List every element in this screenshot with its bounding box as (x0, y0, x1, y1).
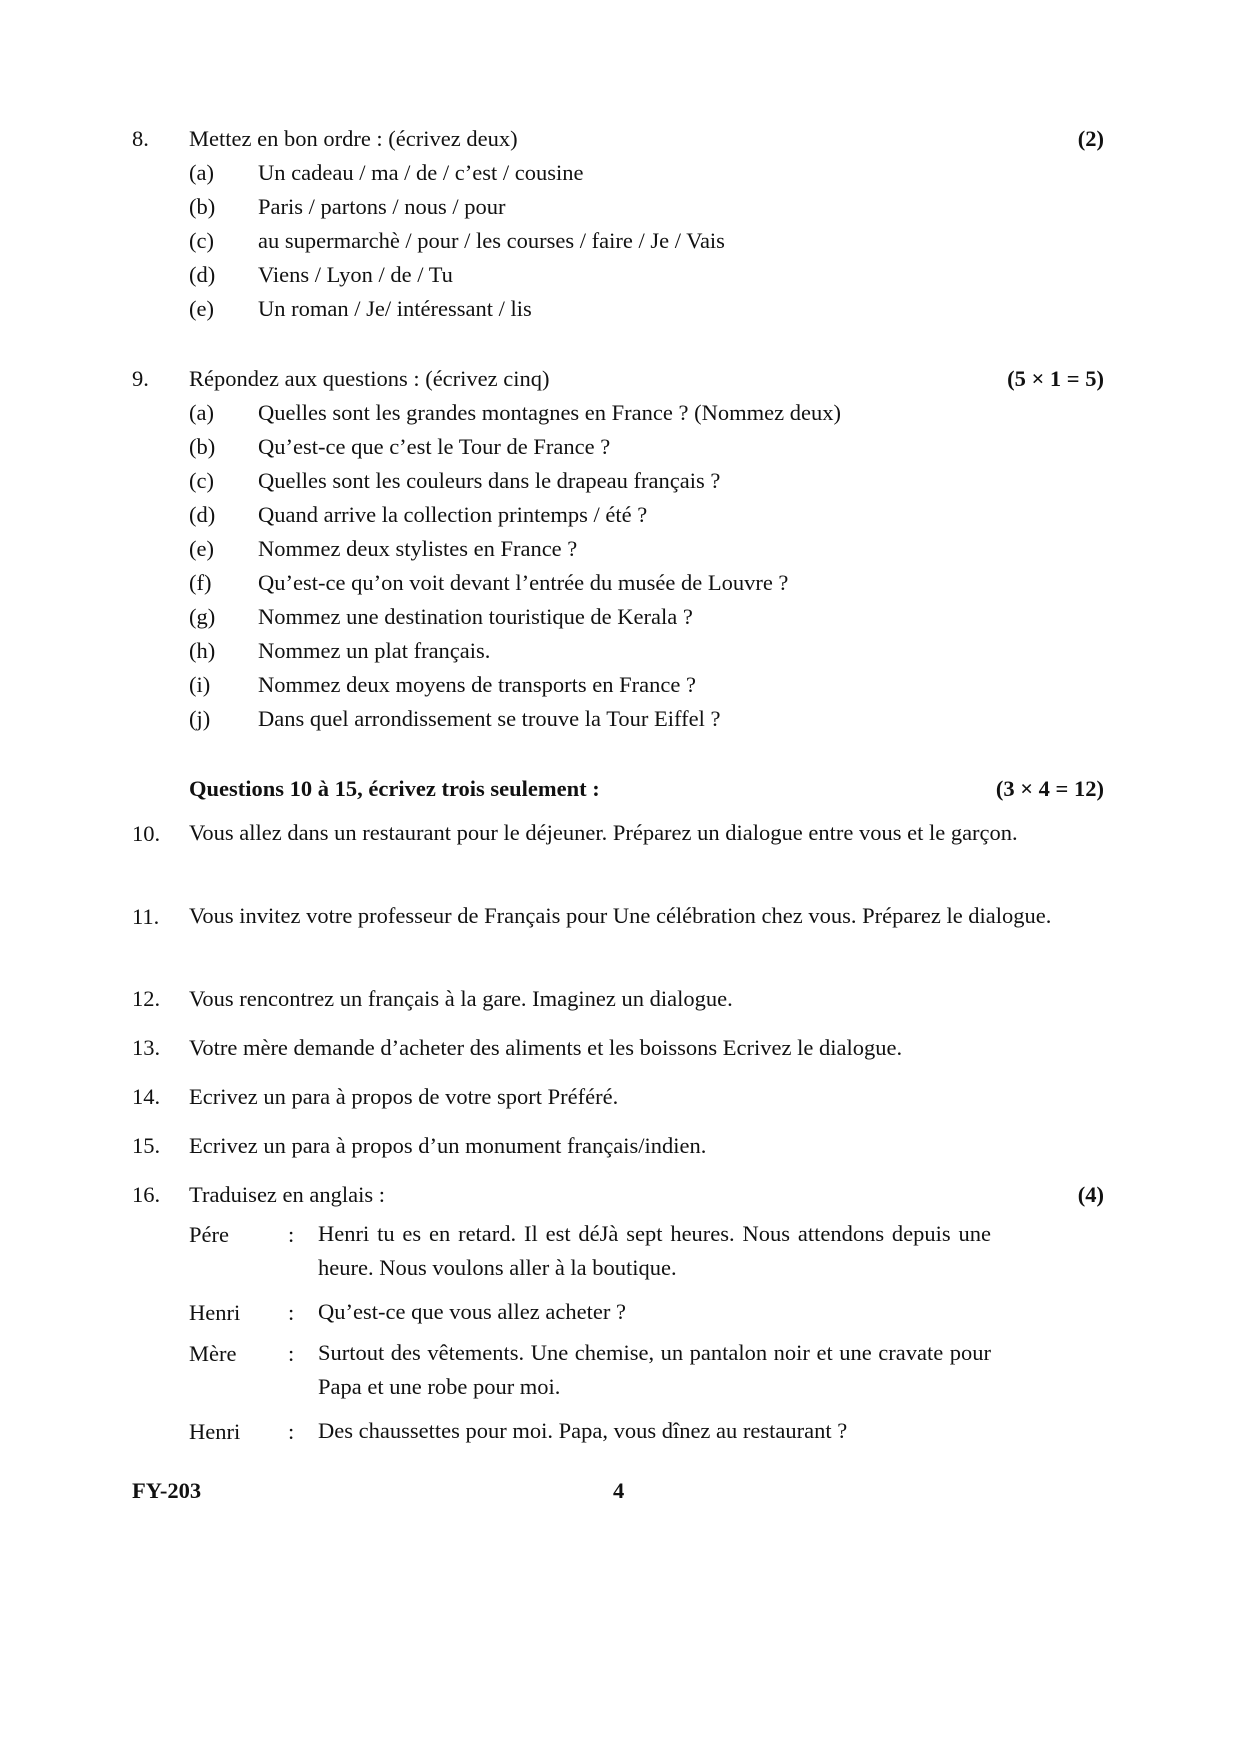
q10-text: Vous allez dans un restaurant pour le déjeuner. Préparez un dialogue entre vous et le garçon. (189, 820, 1018, 845)
q11-text: Vous invitez votre professeur de Français pour Une célébration chez vous. Préparez le dialogue. (189, 903, 1052, 928)
q8-item-text: Un cadeau / ma / de / c’est / cousine (258, 160, 584, 185)
q9-item-text: Dans quel arrondissement se trouve la Tour Eiffel ? (258, 706, 721, 731)
q8-item-label: (c) (189, 228, 214, 253)
q9-item-label: (c) (189, 468, 214, 493)
q8-instruction: Mettez en bon ordre : (écrivez deux) (189, 126, 518, 151)
q9-item-text: Nommez deux stylistes en France ? (258, 536, 578, 561)
dialogue-colon: : (288, 1222, 295, 1247)
q9-item-text: Quand arrive la collection printemps / été ? (258, 502, 648, 527)
q14-text: Ecrivez un para à propos de votre sport Préféré. (189, 1084, 619, 1109)
q8-marks: (2) (1077, 126, 1104, 151)
dialogue-speaker: Henri (189, 1419, 241, 1444)
q8-item-text: au supermarchè / pour / les courses / faire / Je / Vais (258, 228, 725, 253)
paper-code: FY-203 (132, 1478, 202, 1503)
q8-item-label: (d) (189, 262, 216, 287)
dialogue-speaker: Pére (189, 1222, 229, 1247)
dialogue-line: Qu’est-ce que vous allez acheter ? (318, 1299, 626, 1324)
dialogue-line: Surtout des vêtements. Une chemise, un pantalon noir et une cravate pour Papa et une robe pour moi. (318, 1340, 991, 1399)
q9-item-text: Nommez un plat français. (258, 638, 491, 663)
q9-item-label: (a) (189, 400, 214, 425)
q10-number: 10. (132, 821, 161, 846)
q9-item-label: (h) (189, 638, 216, 663)
dialogue-colon: : (288, 1300, 295, 1325)
q9-item-text: Qu’est-ce qu’on voit devant l’entrée du musée de Louvre ? (258, 570, 789, 595)
q9-item-label: (g) (189, 604, 216, 629)
q8-item-text: Viens / Lyon / de / Tu (258, 262, 453, 287)
q12-text: Vous rencontrez un français à la gare. Imaginez un dialogue. (189, 986, 733, 1011)
dialogue-speaker: Henri (189, 1300, 241, 1325)
q9-item-label: (i) (189, 672, 211, 697)
q8-item-label: (a) (189, 160, 214, 185)
section-heading: Questions 10 à 15, écrivez trois seulement : (189, 776, 600, 801)
q9-item-text: Quelles sont les couleurs dans le drapeau français ? (258, 468, 721, 493)
q9-item-text: Nommez deux moyens de transports en France ? (258, 672, 696, 697)
q9-item-label: (e) (189, 536, 214, 561)
page-number: 4 (613, 1478, 625, 1503)
q11-number: 11. (132, 904, 160, 929)
q14-number: 14. (132, 1084, 161, 1109)
dialogue-colon: : (288, 1419, 295, 1444)
dialogue-line: Henri tu es en retard. Il est déJà sept heures. Nous attendons depuis une heure. Nous voulons aller à la boutique. (318, 1221, 991, 1280)
q8-item-text: Un roman / Je/ intéressant / lis (258, 296, 532, 321)
q9-item-label: (j) (189, 706, 211, 731)
q15-number: 15. (132, 1133, 161, 1158)
q9-instruction: Répondez aux questions : (écrivez cinq) (189, 366, 550, 391)
q16-instruction: Traduisez en anglais : (189, 1182, 386, 1207)
q9-item-label: (d) (189, 502, 216, 527)
q9-item-label: (b) (189, 434, 216, 459)
q9-item-text: Qu’est-ce que c’est le Tour de France ? (258, 434, 611, 459)
dialogue-line: Des chaussettes pour moi. Papa, vous dînez au restaurant ? (318, 1418, 848, 1443)
q9-item-text: Quelles sont les grandes montagnes en France ? (Nommez deux) (258, 400, 841, 425)
dialogue-speaker: Mère (189, 1341, 237, 1366)
q9-number: 9. (132, 366, 149, 391)
q9-item-text: Nommez une destination touristique de Kerala ? (258, 604, 693, 629)
q12-number: 12. (132, 986, 161, 1011)
q16-number: 16. (132, 1182, 161, 1207)
q8-item-label: (b) (189, 194, 216, 219)
q13-text: Votre mère demande d’acheter des aliments et les boissons Ecrivez le dialogue. (189, 1035, 903, 1060)
section-marks: (3 × 4 = 12) (995, 776, 1104, 801)
q13-number: 13. (132, 1035, 161, 1060)
q8-item-label: (e) (189, 296, 214, 321)
q8-item-text: Paris / partons / nous / pour (258, 194, 506, 219)
dialogue-colon: : (288, 1341, 295, 1366)
q9-marks: (5 × 1 = 5) (1007, 366, 1104, 391)
q8-number: 8. (132, 126, 149, 151)
q15-text: Ecrivez un para à propos d’un monument français/indien. (189, 1133, 707, 1158)
q9-item-label: (f) (189, 570, 212, 595)
q16-marks: (4) (1077, 1182, 1104, 1207)
